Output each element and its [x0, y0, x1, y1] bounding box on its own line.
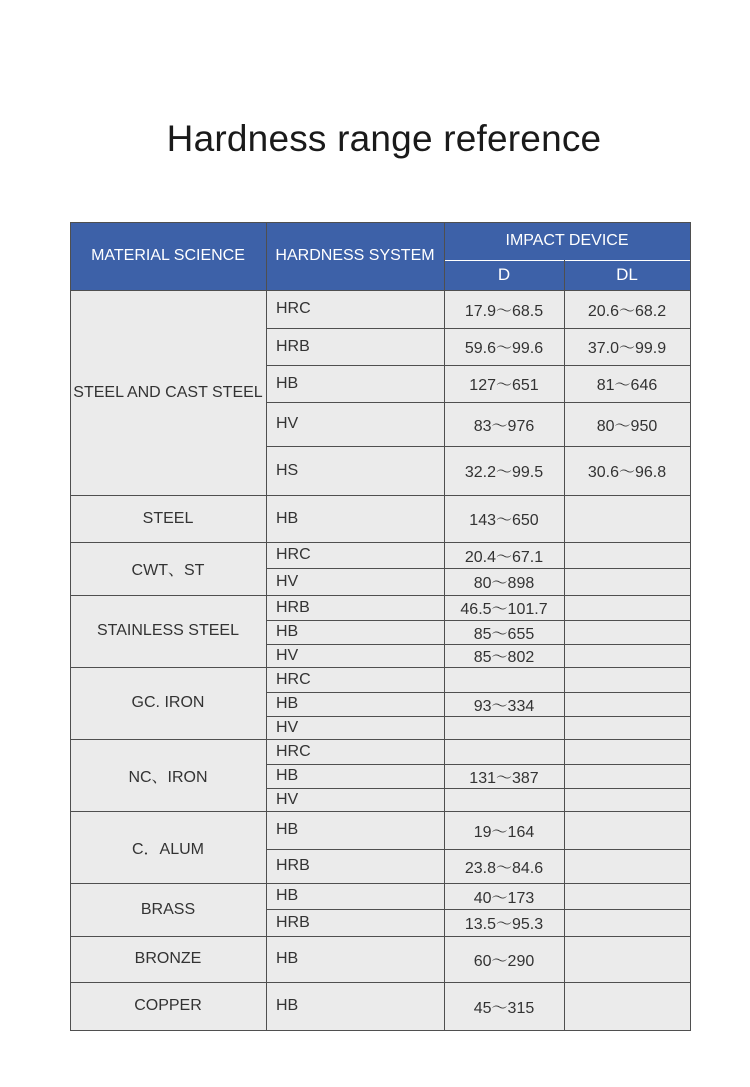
impact-dl-value [564, 644, 690, 667]
page-title: Hardness range reference [166, 118, 602, 159]
impact-dl-value [564, 542, 690, 568]
header-hardness-system: HARDNESS SYSTEM [266, 222, 444, 290]
header-impact-device: IMPACT DEVICE [444, 222, 690, 260]
impact-dl-value [564, 849, 690, 883]
hardness-system-cell: HB [266, 365, 444, 402]
impact-dl-value [564, 883, 690, 909]
grid-line [266, 788, 691, 789]
impact-d-value: 85～802 [444, 644, 564, 667]
hardness-system-cell: HRB [266, 595, 444, 620]
grid-line [70, 495, 691, 496]
impact-dl-value [564, 739, 690, 764]
impact-d-value: 83～976 [444, 402, 564, 446]
impact-dl-value [564, 595, 690, 620]
impact-dl-value [564, 764, 690, 788]
impact-dl-value: 30.6～96.8 [564, 446, 690, 495]
grid-line [266, 446, 691, 447]
grid-line [70, 222, 71, 1030]
hardness-system-cell: HB [266, 495, 444, 542]
impact-d-value: 45～315 [444, 982, 564, 1030]
material-cell: STEEL AND CAST STEEL [70, 290, 266, 495]
impact-dl-value: 37.0～99.9 [564, 328, 690, 365]
impact-d-value [444, 667, 564, 692]
impact-dl-value [564, 788, 690, 811]
grid-line [70, 739, 691, 740]
header-device-dl: DL [564, 260, 690, 290]
hardness-system-cell: HRB [266, 328, 444, 365]
impact-dl-value [564, 936, 690, 982]
grid-line [690, 222, 691, 1031]
impact-d-value: 40～173 [444, 883, 564, 909]
impact-d-value: 59.6～99.6 [444, 328, 564, 365]
grid-line [266, 365, 691, 366]
header-device-d: D [444, 260, 564, 290]
material-cell: STAINLESS STEEL [70, 595, 266, 667]
hardness-system-cell: HB [266, 692, 444, 716]
impact-dl-value: 20.6～68.2 [564, 290, 690, 328]
material-cell: C．ALUM [70, 811, 266, 883]
hardness-system-cell: HRC [266, 542, 444, 568]
impact-d-value: 131～387 [444, 764, 564, 788]
hardness-system-cell: HRC [266, 290, 444, 328]
impact-dl-value [564, 811, 690, 849]
impact-dl-value [564, 667, 690, 692]
grid-line [266, 620, 691, 621]
impact-d-value: 17.9～68.5 [444, 290, 564, 328]
material-cell: GC. IRON [70, 667, 266, 739]
impact-dl-value: 81～646 [564, 365, 690, 402]
hardness-system-cell: HB [266, 982, 444, 1030]
impact-d-value: 60～290 [444, 936, 564, 982]
grid-line [70, 595, 691, 596]
impact-dl-value [564, 982, 690, 1030]
hardness-system-cell: HRB [266, 849, 444, 883]
impact-d-value [444, 716, 564, 739]
hardness-system-cell: HV [266, 644, 444, 667]
impact-d-value: 80～898 [444, 568, 564, 595]
material-cell: STEEL [70, 495, 266, 542]
grid-line [70, 542, 691, 543]
impact-dl-value [564, 716, 690, 739]
grid-line [70, 883, 691, 884]
impact-dl-value [564, 909, 690, 936]
hardness-system-cell: HB [266, 883, 444, 909]
grid-line [266, 692, 691, 693]
grid-line [70, 222, 691, 223]
impact-d-value: 23.8～84.6 [444, 849, 564, 883]
header-material-science: MATERIAL SCIENCE [70, 222, 266, 290]
grid-line [266, 568, 691, 569]
hardness-system-cell: HB [266, 811, 444, 849]
impact-d-value: 85～655 [444, 620, 564, 644]
hardness-system-cell: HB [266, 764, 444, 788]
material-cell: COPPER [70, 982, 266, 1030]
impact-d-value: 20.4～67.1 [444, 542, 564, 568]
hardness-system-cell: HV [266, 402, 444, 446]
hardness-system-cell: HV [266, 716, 444, 739]
grid-line [70, 811, 691, 812]
impact-dl-value: 80～950 [564, 402, 690, 446]
grid-line [564, 260, 565, 1030]
impact-d-value: 127～651 [444, 365, 564, 402]
material-cell: BRONZE [70, 936, 266, 982]
grid-line [266, 222, 267, 1030]
hardness-system-cell: HRB [266, 909, 444, 936]
material-cell: CWT、ST [70, 542, 266, 595]
grid-line [266, 849, 691, 850]
impact-d-value: 93～334 [444, 692, 564, 716]
impact-dl-value [564, 568, 690, 595]
grid-line [70, 1030, 691, 1031]
impact-d-value: 32.2～99.5 [444, 446, 564, 495]
impact-dl-value [564, 495, 690, 542]
hardness-system-cell: HRC [266, 667, 444, 692]
impact-d-value: 13.5～95.3 [444, 909, 564, 936]
grid-line [266, 328, 691, 329]
impact-dl-value [564, 692, 690, 716]
hardness-system-cell: HRC [266, 739, 444, 764]
grid-line [266, 402, 691, 403]
material-cell: BRASS [70, 883, 266, 936]
impact-d-value: 143～650 [444, 495, 564, 542]
grid-line [70, 667, 691, 668]
grid-line [70, 936, 691, 937]
material-cell: NC、IRON [70, 739, 266, 811]
hardness-system-cell: HB [266, 620, 444, 644]
grid-line [70, 982, 691, 983]
impact-d-value [444, 739, 564, 764]
grid-line [266, 716, 691, 717]
hardness-system-cell: HB [266, 936, 444, 982]
grid-line [266, 644, 691, 645]
impact-d-value [444, 788, 564, 811]
impact-d-value: 46.5～101.7 [444, 595, 564, 620]
impact-dl-value [564, 620, 690, 644]
header-divider [444, 260, 690, 261]
hardness-system-cell: HV [266, 788, 444, 811]
hardness-system-cell: HS [266, 446, 444, 495]
grid-line [266, 764, 691, 765]
hardness-system-cell: HV [266, 568, 444, 595]
grid-line [70, 290, 691, 291]
impact-d-value: 19～164 [444, 811, 564, 849]
grid-line [266, 909, 691, 910]
grid-line [444, 222, 445, 1030]
